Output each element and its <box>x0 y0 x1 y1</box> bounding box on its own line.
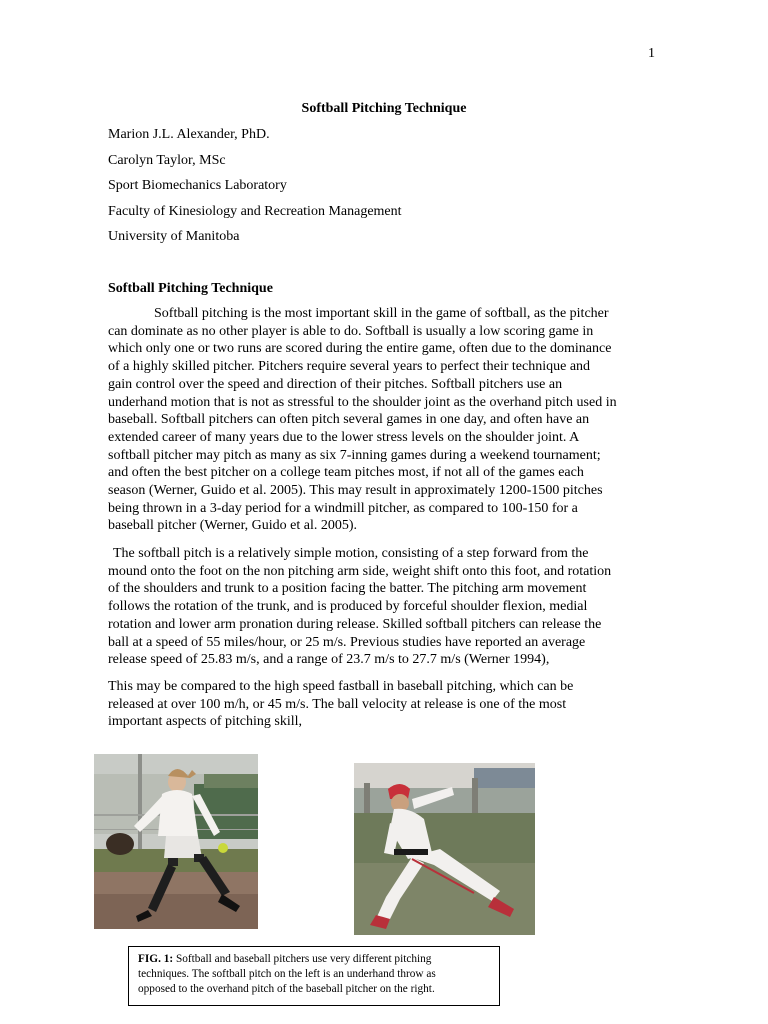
figure-caption <box>128 946 500 1006</box>
paragraph-line: being thrown in a 3-day period for a windmill pitcher, as compared to 100-150 for a <box>108 500 578 516</box>
paragraph-line: release speed of 25.83 m/s, and a range of 23.7 m/s to 27.7 m/s (Werner 1994), <box>108 652 550 668</box>
body-paragraph <box>108 305 658 535</box>
paragraph-line: This may be compared to the high speed fastball in baseball pitching, which can be <box>108 679 574 694</box>
body-paragraph <box>108 545 658 669</box>
baseball-pitcher-photo <box>354 763 535 935</box>
paragraph-line: rotation and lower arm pronation during release. Skilled softball pitchers can release the <box>108 616 602 632</box>
paragraph-line: season (Werner, Guido et al. 2005). This may result in approximately 1200-1500 pitches <box>108 483 603 499</box>
softball-pitcher-illustration <box>94 754 258 929</box>
paragraph-line: which only one or two runs are scored during the entire game, often due to the dominance <box>108 341 612 357</box>
paragraph-line: mound onto the foot on the non pitching arm side, weight shift onto this foot, and rotation <box>108 563 612 579</box>
author-line: Carolyn Taylor, MSc <box>108 152 226 168</box>
paragraph-line: released at over 100 m/h, or 45 m/s. The ball velocity at release is one of the most <box>108 696 567 712</box>
paragraph-line: baseball pitcher (Werner, Guido et al. 2005). <box>108 518 358 534</box>
paragraph-line: extended career of many years due to the lower stress levels on the shoulder joint. A <box>108 429 580 445</box>
section-heading: Softball Pitching Technique <box>108 281 273 296</box>
paragraph-line: of the shoulders and trunk to a position facing the batter. The pitching arm movement <box>108 581 587 597</box>
paragraph-line: important aspects of pitching skill, <box>108 714 303 730</box>
affiliation-line: University of Manitoba <box>108 229 240 244</box>
figure-label: FIG. 1: <box>138 953 174 965</box>
affiliation-line: Faculty of Kinesiology and Recreation Management <box>108 203 402 219</box>
body-paragraph <box>108 678 658 731</box>
document-title: Softball Pitching Technique <box>301 101 467 116</box>
affiliation-line: Sport Biomechanics Laboratory <box>108 178 287 193</box>
softball-pitcher-photo <box>94 754 258 929</box>
caption-line: opposed to the overhand pitch of the baseball pitcher on the right. <box>138 983 435 995</box>
paragraph-line: The softball pitch is a relatively simple motion, consisting of a step forward from the <box>113 546 589 561</box>
paragraph-line: and often the best pitcher on a college team pitches most, if not all of the games each <box>108 465 584 481</box>
paragraph-line: of a highly skilled pitcher. Pitchers require several years to perfect their technique and <box>108 359 591 375</box>
caption-text: Softball and baseball pitchers use very different pitching <box>173 953 432 965</box>
paragraph-line: baseball. Softball pitchers can often pitch several games in one day, and often have an <box>108 412 590 428</box>
author-line: Marion J.L. Alexander, PhD. <box>108 127 270 142</box>
author-block <box>108 125 402 253</box>
paragraph-line: underhand motion that is not as stressful to the shoulder joint as the overhand pitch used in <box>108 394 617 410</box>
page-number: 1 <box>648 46 655 61</box>
baseball-pitcher-illustration <box>354 763 535 935</box>
caption-line <box>138 952 490 967</box>
paragraph-line: softball pitcher may pitch as many as six 7-inning games during a weekend tournament; <box>108 447 601 463</box>
paragraph-line: ball at a speed of 55 miles/hour, or 25 m/s. Previous studies have reported an average <box>108 634 586 650</box>
paragraph-line: follows the rotation of the trunk, and is produced by forceful shoulder flexion, medial <box>108 599 588 615</box>
paragraph-line: can dominate as no other player is able to do. Softball is usually a low scoring game in <box>108 323 594 339</box>
paragraph-line: gain control over the speed and direction of their pitches. Softball pitchers use an <box>108 376 563 392</box>
caption-line: techniques. The softball pitch on the left is an underhand throw as <box>138 968 436 980</box>
paragraph-line: Softball pitching is the most important skill in the game of softball, as the pitcher <box>154 306 609 321</box>
